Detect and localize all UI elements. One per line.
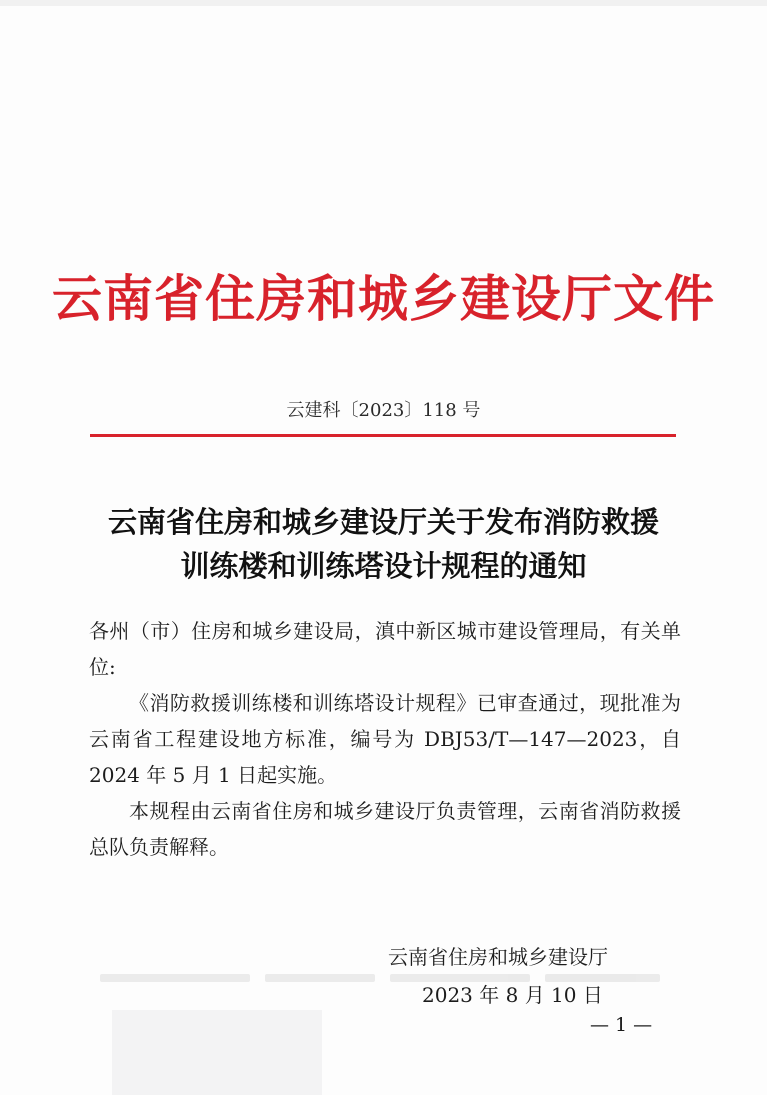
notice-title-line-2: 训练楼和训练塔设计规程的通知 bbox=[180, 549, 587, 583]
signature-organization: 云南省住房和城乡建设厅 bbox=[388, 945, 608, 969]
red-divider-line bbox=[90, 434, 676, 437]
page-number: — 1 — bbox=[590, 1014, 653, 1036]
signature-block bbox=[388, 938, 668, 1014]
notice-title-line-1: 云南省住房和城乡建设厅关于发布消防救援 bbox=[107, 505, 659, 539]
notice-body bbox=[89, 613, 681, 865]
addressee-paragraph: 各州（市）住房和城乡建设局，滇中新区城市建设管理局，有关单位: bbox=[89, 619, 681, 679]
document-header-title: 云南省住房和城乡建设厅文件 bbox=[52, 270, 715, 328]
body-paragraph-2: 本规程由云南省住房和城乡建设厅负责管理，云南省消防救援总队负责解释。 bbox=[89, 799, 681, 859]
scan-artifact bbox=[0, 0, 767, 6]
signature-date: 2023 年 8 月 10 日 bbox=[422, 983, 603, 1007]
scan-smudge bbox=[112, 1010, 322, 1095]
document-number: 云建科〔2023〕118 号 bbox=[286, 400, 481, 421]
body-paragraph-1: 《消防救援训练楼和训练塔设计规程》已审查通过，现批准为云南省工程建设地方标准，编号为 DBJ53/T—147—2023，自 2024 年 5 月 1 日起实施。 bbox=[89, 691, 681, 787]
notice-title bbox=[0, 500, 767, 588]
